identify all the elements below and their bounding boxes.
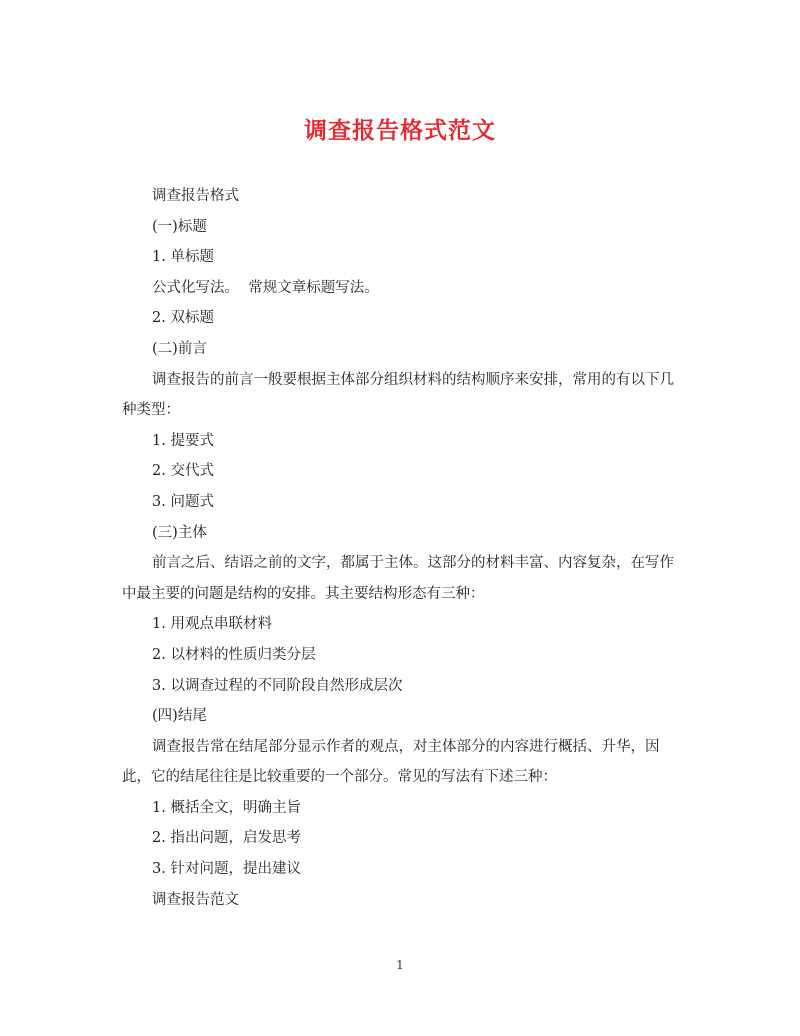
list-item: 2. 交代式	[152, 463, 214, 480]
list-item: 1. 提要式	[152, 432, 214, 449]
document-title: 调查报告格式范文	[304, 117, 496, 144]
paragraph: 公式化写法。 常规文章标题写法。	[152, 279, 379, 296]
section-heading-title: (一)标题	[152, 218, 207, 235]
paragraph-heading-sample: 调查报告范文	[152, 891, 239, 908]
list-item: 1. 概括全文，明确主旨	[152, 799, 301, 816]
list-item: 1. 单标题	[152, 249, 214, 266]
paragraph-heading-format: 调查报告格式	[152, 188, 239, 204]
section-heading-ending: (四)结尾	[152, 708, 207, 725]
document-body	[122, 181, 678, 915]
list-item: 2. 双标题	[152, 310, 214, 327]
list-item: 1. 用观点串联材料	[152, 616, 272, 633]
list-item: 3. 以调查过程的不同阶段自然形成层次	[152, 677, 403, 694]
section-heading-preface: (二)前言	[152, 340, 207, 357]
paragraph: 前言之后、结语之前的文字，都属于主体。这部分的材料丰富、内容复杂，在写作中最主要的问题是结构的安排。其主要结构形态有三种：	[122, 555, 674, 602]
list-item: 3. 问题式	[152, 493, 214, 510]
paragraph: 调查报告的前言一般要根据主体部分组织材料的结构顺序来安排，常用的有以下几种类型：	[122, 371, 674, 419]
list-item: 2. 指出问题，启发思考	[152, 830, 301, 847]
list-item: 3. 针对问题，提出建议	[152, 861, 301, 878]
list-item: 2. 以材料的性质归类分层	[152, 646, 316, 663]
paragraph: 调查报告常在结尾部分显示作者的观点，对主体部分的内容进行概括、升华，因此，它的结尾往往是比较重要的一个部分。常见的写法有下述三种：	[122, 738, 660, 786]
page-number: 1	[396, 958, 404, 972]
section-heading-main-body: (三)主体	[152, 524, 207, 541]
